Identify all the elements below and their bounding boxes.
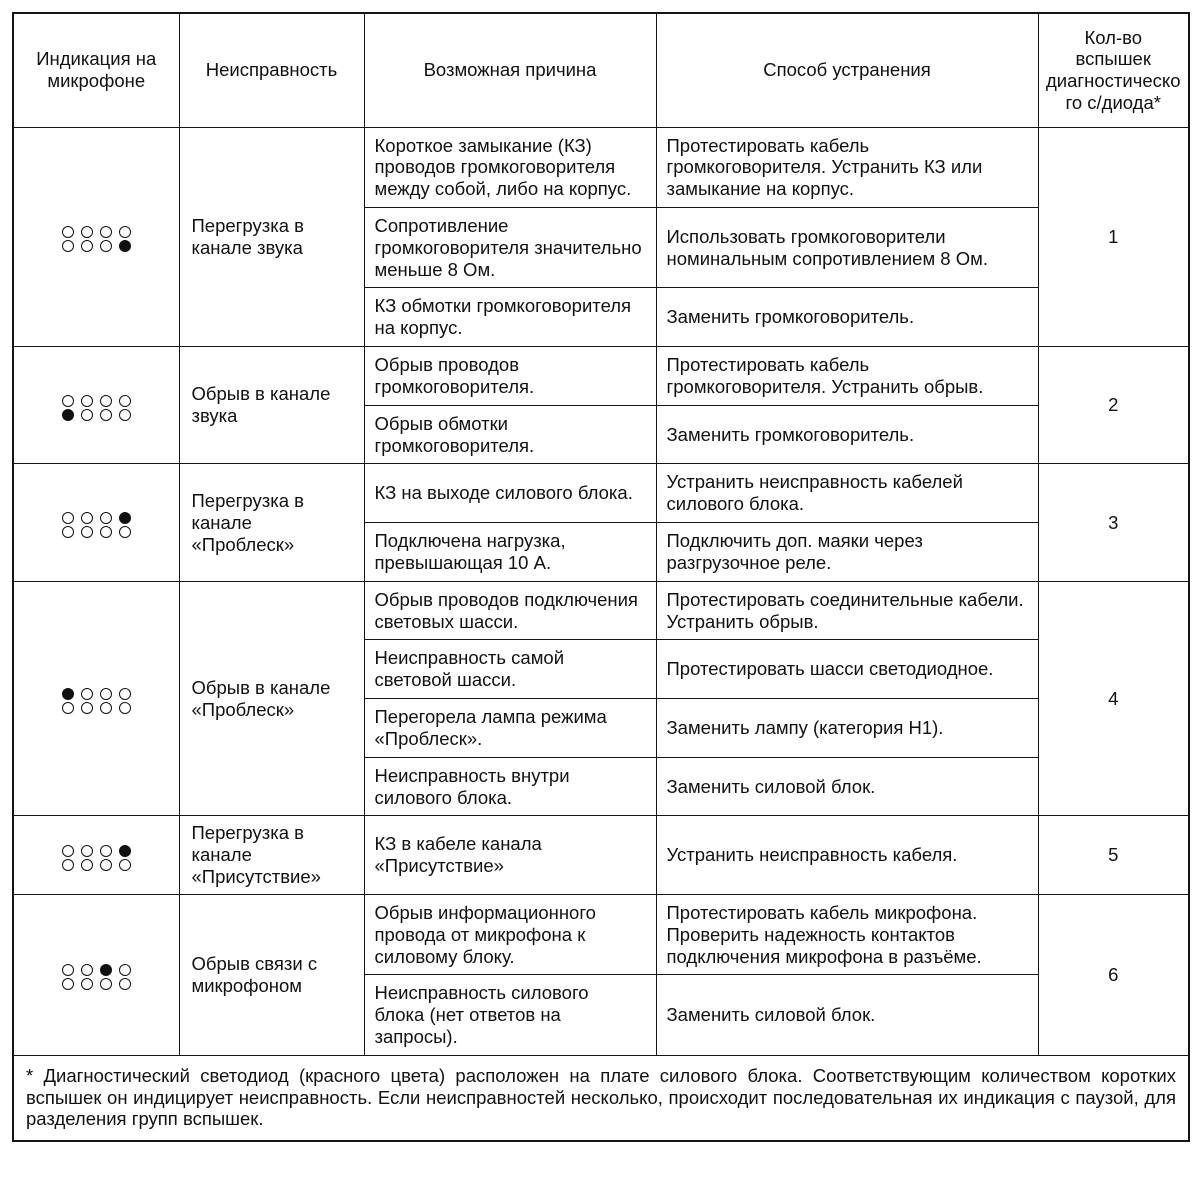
fault-diagnostics-table bbox=[12, 12, 1190, 1142]
remedy-text: Заменить лампу (категория Н1). bbox=[656, 699, 1038, 758]
led-off-icon bbox=[100, 240, 112, 252]
flash-count: 2 bbox=[1038, 347, 1189, 464]
cause-text: КЗ в кабеле канала «Присутствие» bbox=[364, 816, 656, 894]
fault-table-body bbox=[13, 127, 1189, 1055]
cause-text: Неисправность внутри силового блока. bbox=[364, 757, 656, 816]
mic-indication-cell bbox=[13, 894, 179, 1055]
led-off-icon bbox=[100, 226, 112, 238]
cause-text: КЗ на выходе силового блока. bbox=[364, 464, 656, 523]
footnote-row bbox=[13, 1055, 1189, 1141]
col-header-cause: Возможная причина bbox=[364, 13, 656, 127]
led-off-icon bbox=[81, 978, 93, 990]
led-off-icon bbox=[119, 964, 131, 976]
remedy-text: Протестировать кабель микрофона. Проверить надежность контактов подключения микрофона в разъёме. bbox=[656, 894, 1038, 974]
led-row bbox=[62, 512, 131, 524]
cause-text: Сопротивление громкоговорителя значительно меньше 8 Ом. bbox=[364, 207, 656, 287]
led-pattern bbox=[62, 512, 131, 538]
led-off-icon bbox=[62, 395, 74, 407]
remedy-text: Устранить неисправность кабелей силового блока. bbox=[656, 464, 1038, 523]
led-off-icon bbox=[119, 395, 131, 407]
led-row bbox=[62, 409, 131, 421]
led-off-icon bbox=[119, 688, 131, 700]
led-row bbox=[62, 688, 131, 700]
led-off-icon bbox=[119, 226, 131, 238]
col-header-remedy: Способ устранения bbox=[656, 13, 1038, 127]
led-off-icon bbox=[100, 688, 112, 700]
led-off-icon bbox=[100, 859, 112, 871]
led-off-icon bbox=[62, 526, 74, 538]
cause-text: Перегорела лампа режима «Проблеск». bbox=[364, 699, 656, 758]
remedy-text: Устранить неисправность кабеля. bbox=[656, 816, 1038, 894]
led-off-icon bbox=[100, 512, 112, 524]
remedy-text: Подключить доп. маяки через разгрузочное реле. bbox=[656, 523, 1038, 582]
remedy-text: Использовать громкоговорители номинальным сопротивлением 8 Ом. bbox=[656, 207, 1038, 287]
led-row bbox=[62, 702, 131, 714]
led-off-icon bbox=[62, 859, 74, 871]
fault-row bbox=[13, 816, 1189, 894]
led-off-icon bbox=[119, 526, 131, 538]
fault-label: Обрыв в канале звука bbox=[179, 347, 364, 464]
flash-count: 4 bbox=[1038, 581, 1189, 816]
cause-text: Обрыв информационного провода от микрофона к силовому блоку. bbox=[364, 894, 656, 974]
led-on-icon bbox=[62, 688, 74, 700]
led-off-icon bbox=[81, 964, 93, 976]
remedy-text: Заменить громкоговоритель. bbox=[656, 288, 1038, 347]
led-off-icon bbox=[81, 512, 93, 524]
led-pattern bbox=[62, 964, 131, 990]
remedy-text: Протестировать соединительные кабели. Устранить обрыв. bbox=[656, 581, 1038, 640]
fault-label: Перегрузка в канале «Проблеск» bbox=[179, 464, 364, 581]
led-pattern bbox=[62, 688, 131, 714]
fault-row bbox=[13, 127, 1189, 207]
led-on-icon bbox=[119, 845, 131, 857]
fault-label: Перегрузка в канале «Присутствие» bbox=[179, 816, 364, 894]
fault-label: Обрыв связи с микрофоном bbox=[179, 894, 364, 1055]
fault-row bbox=[13, 581, 1189, 640]
led-row bbox=[62, 964, 131, 976]
led-pattern bbox=[62, 845, 131, 871]
led-off-icon bbox=[81, 859, 93, 871]
flash-count: 6 bbox=[1038, 894, 1189, 1055]
led-on-icon bbox=[119, 240, 131, 252]
led-row bbox=[62, 240, 131, 252]
led-off-icon bbox=[100, 395, 112, 407]
col-header-flash-count: Кол-во вспышек диагностического с/диода* bbox=[1038, 13, 1189, 127]
led-on-icon bbox=[62, 409, 74, 421]
led-off-icon bbox=[62, 512, 74, 524]
mic-indication-cell bbox=[13, 581, 179, 816]
fault-row bbox=[13, 464, 1189, 523]
cause-text: Обрыв проводов громкоговорителя. bbox=[364, 347, 656, 406]
led-off-icon bbox=[100, 409, 112, 421]
cause-text: Неисправность самой световой шасси. bbox=[364, 640, 656, 699]
led-off-icon bbox=[81, 526, 93, 538]
led-off-icon bbox=[62, 845, 74, 857]
led-row bbox=[62, 859, 131, 871]
fault-label: Перегрузка в канале звука bbox=[179, 127, 364, 347]
mic-indication-cell bbox=[13, 464, 179, 581]
led-off-icon bbox=[119, 859, 131, 871]
led-off-icon bbox=[62, 702, 74, 714]
led-off-icon bbox=[81, 702, 93, 714]
led-off-icon bbox=[62, 226, 74, 238]
led-off-icon bbox=[100, 978, 112, 990]
remedy-text: Протестировать шасси светодиодное. bbox=[656, 640, 1038, 699]
footnote: * Диагностический светодиод (красного цвета) расположен на плате силового блока. Соответствующим количеством коротких вспышек он индицирует неисправность. Если неисправностей несколько, происходит последовательная их индикация с паузой, для разделения групп вспышек. bbox=[13, 1055, 1189, 1141]
fault-row bbox=[13, 894, 1189, 974]
led-pattern bbox=[62, 395, 131, 421]
mic-indication-cell bbox=[13, 347, 179, 464]
cause-text: Обрыв обмотки громкоговорителя. bbox=[364, 405, 656, 464]
led-row bbox=[62, 395, 131, 407]
remedy-text: Протестировать кабель громкоговорителя. Устранить КЗ или замыкание на корпус. bbox=[656, 127, 1038, 207]
led-off-icon bbox=[100, 845, 112, 857]
led-off-icon bbox=[81, 395, 93, 407]
header-row bbox=[13, 13, 1189, 127]
led-on-icon bbox=[100, 964, 112, 976]
flash-count: 5 bbox=[1038, 816, 1189, 894]
led-off-icon bbox=[81, 845, 93, 857]
led-row bbox=[62, 845, 131, 857]
cause-text: Обрыв проводов подключения световых шасси. bbox=[364, 581, 656, 640]
led-row bbox=[62, 226, 131, 238]
led-off-icon bbox=[81, 226, 93, 238]
mic-indication-cell bbox=[13, 816, 179, 894]
led-row bbox=[62, 526, 131, 538]
led-off-icon bbox=[100, 526, 112, 538]
remedy-text: Заменить громкоговоритель. bbox=[656, 405, 1038, 464]
led-on-icon bbox=[119, 512, 131, 524]
led-off-icon bbox=[119, 702, 131, 714]
remedy-text: Протестировать кабель громкоговорителя. Устранить обрыв. bbox=[656, 347, 1038, 406]
cause-text: КЗ обмотки громкоговорителя на корпус. bbox=[364, 288, 656, 347]
cause-text: Неисправность силового блока (нет ответов на запросы). bbox=[364, 975, 656, 1055]
led-off-icon bbox=[81, 409, 93, 421]
remedy-text: Заменить силовой блок. bbox=[656, 757, 1038, 816]
led-off-icon bbox=[62, 964, 74, 976]
remedy-text: Заменить силовой блок. bbox=[656, 975, 1038, 1055]
led-row bbox=[62, 978, 131, 990]
led-off-icon bbox=[81, 688, 93, 700]
flash-count: 3 bbox=[1038, 464, 1189, 581]
led-off-icon bbox=[119, 409, 131, 421]
led-off-icon bbox=[119, 978, 131, 990]
led-pattern bbox=[62, 226, 131, 252]
fault-label: Обрыв в канале «Проблеск» bbox=[179, 581, 364, 816]
col-header-mic-indication: Индикация на микрофоне bbox=[13, 13, 179, 127]
mic-indication-cell bbox=[13, 127, 179, 347]
flash-count: 1 bbox=[1038, 127, 1189, 347]
cause-text: Короткое замыкание (КЗ) проводов громкоговорителя между собой, либо на корпус. bbox=[364, 127, 656, 207]
led-off-icon bbox=[62, 240, 74, 252]
col-header-fault: Неисправность bbox=[179, 13, 364, 127]
led-off-icon bbox=[81, 240, 93, 252]
fault-row bbox=[13, 347, 1189, 406]
led-off-icon bbox=[62, 978, 74, 990]
cause-text: Подключена нагрузка, превышающая 10 А. bbox=[364, 523, 656, 582]
led-off-icon bbox=[100, 702, 112, 714]
